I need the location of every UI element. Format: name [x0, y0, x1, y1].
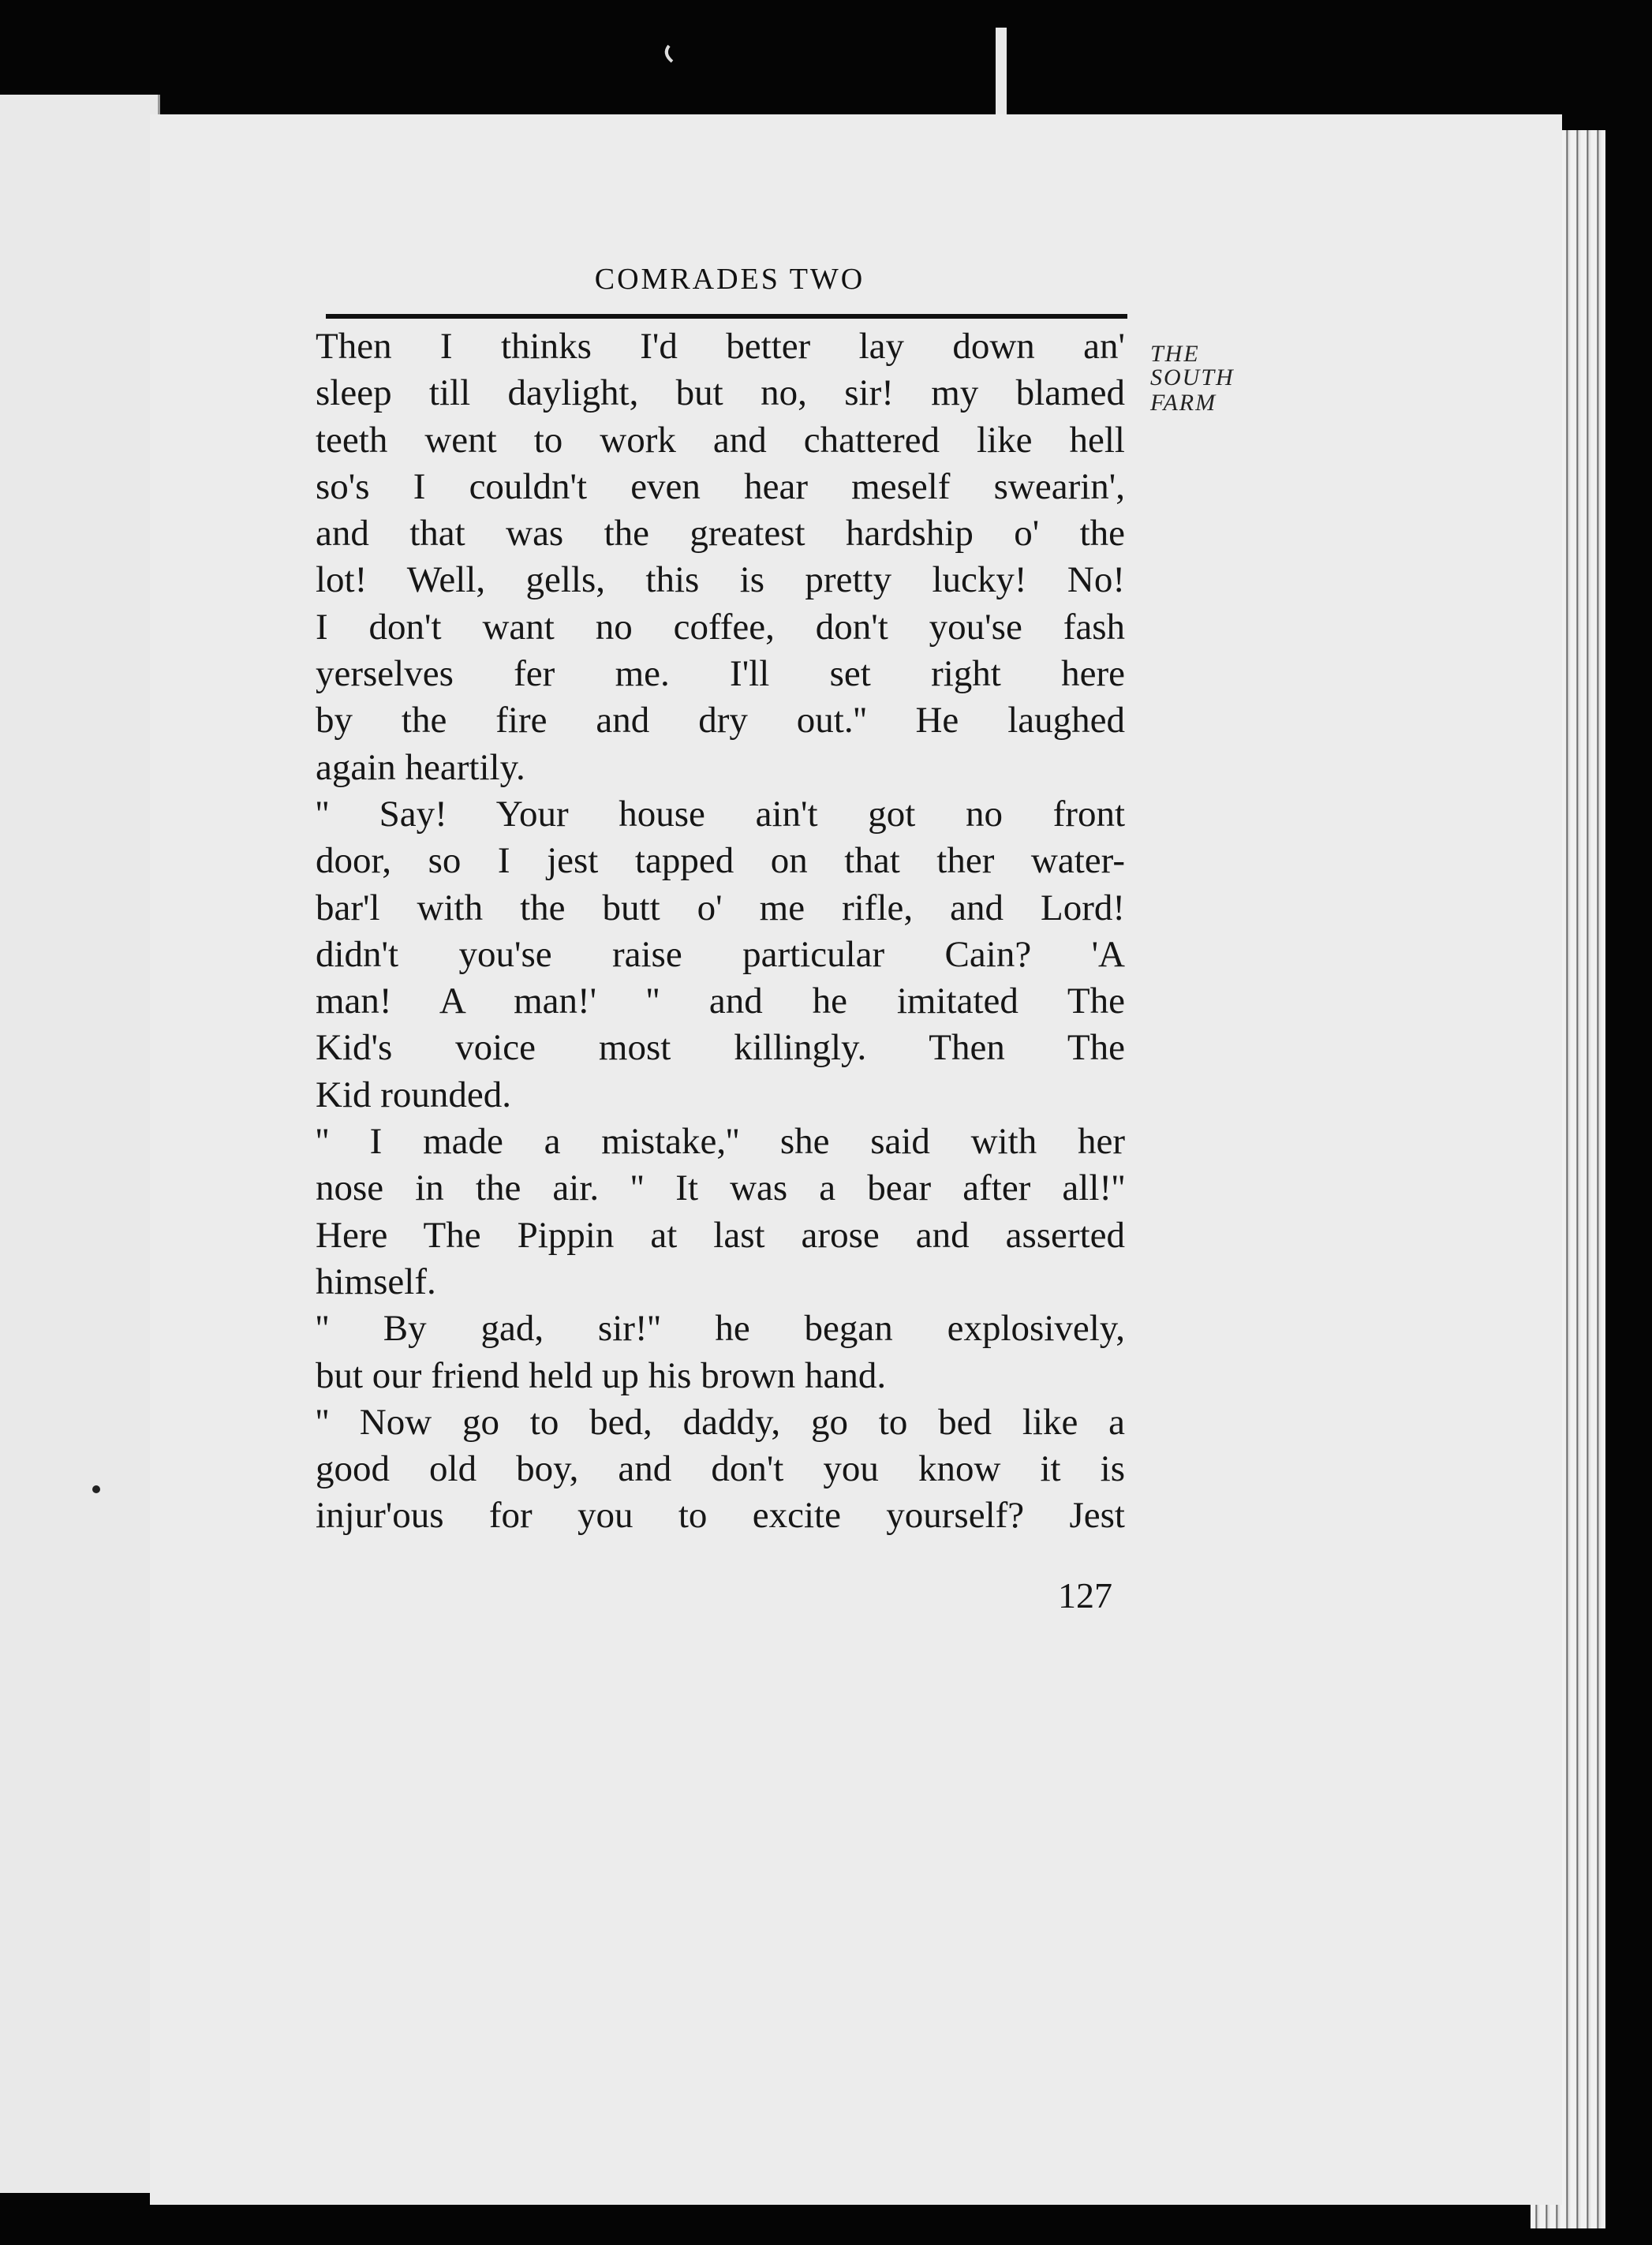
text-line: I don't want no coffee, don't you'se fash [316, 606, 1125, 648]
text-line: nose in the air. '' It was a bear after all!'' [316, 1167, 1125, 1209]
body-text [316, 323, 1125, 1540]
marginal-note-line: THE [1150, 341, 1200, 367]
running-head: COMRADES TWO [594, 263, 865, 296]
text-line: Kid rounded. [316, 1074, 512, 1115]
ink-speck [92, 1485, 100, 1493]
text-line: and that was the greatest hardship o' the [316, 513, 1125, 555]
marginal-note-line: FARM [1150, 390, 1217, 416]
text-line: Kid's voice most killingly. Then The [316, 1027, 1125, 1069]
text-line: but our friend held up his brown hand. [316, 1354, 887, 1396]
text-line: lot! Well, gells, this is pretty lucky! No! [316, 559, 1125, 601]
text-line: didn't you'se raise particular Cain? 'A [316, 933, 1125, 975]
text-line: '' I made a mistake,'' she said with her [316, 1121, 1125, 1163]
text-line: Here The Pippin at last arose and asserted [316, 1214, 1125, 1256]
text-line: teeth went to work and chattered like hell [316, 419, 1125, 461]
text-line: man! A man!' '' and he imitated The [316, 981, 1125, 1022]
text-line: by the fire and dry out.'' He laughed [316, 700, 1125, 741]
text-line: injur'ous for you to excite yourself? Jest [316, 1495, 1125, 1537]
page-number: 127 [1058, 1575, 1112, 1616]
text-line: good old boy, and don't you know it is [316, 1448, 1125, 1490]
text-line: so's I couldn't even hear meself swearin', [316, 465, 1125, 507]
text-line: himself. [316, 1261, 436, 1302]
scratch-mark [667, 46, 672, 62]
marginal-note-line: SOUTH [1150, 364, 1235, 390]
text-line: '' Say! Your house ain't got no front [316, 793, 1125, 835]
text-line: '' Now go to bed, daddy, go to bed like a [316, 1401, 1125, 1443]
text-line: again heartily. [316, 746, 525, 788]
text-line: bar'l with the butt o' me rifle, and Lord! [316, 887, 1125, 928]
text-line: '' By gad, sir!'' he began explosively, [316, 1308, 1125, 1350]
header-rule [326, 314, 1127, 319]
marginal-note [1150, 342, 1269, 415]
tape-mark [996, 28, 1007, 114]
text-line: sleep till daylight, but no, sir! my blamed [316, 372, 1125, 414]
text-line: door, so I jest tapped on that ther water- [316, 840, 1125, 882]
text-line: yerselves fer me. I'll set right here [316, 653, 1125, 695]
text-line: Then I thinks I'd better lay down an' [316, 326, 1125, 367]
